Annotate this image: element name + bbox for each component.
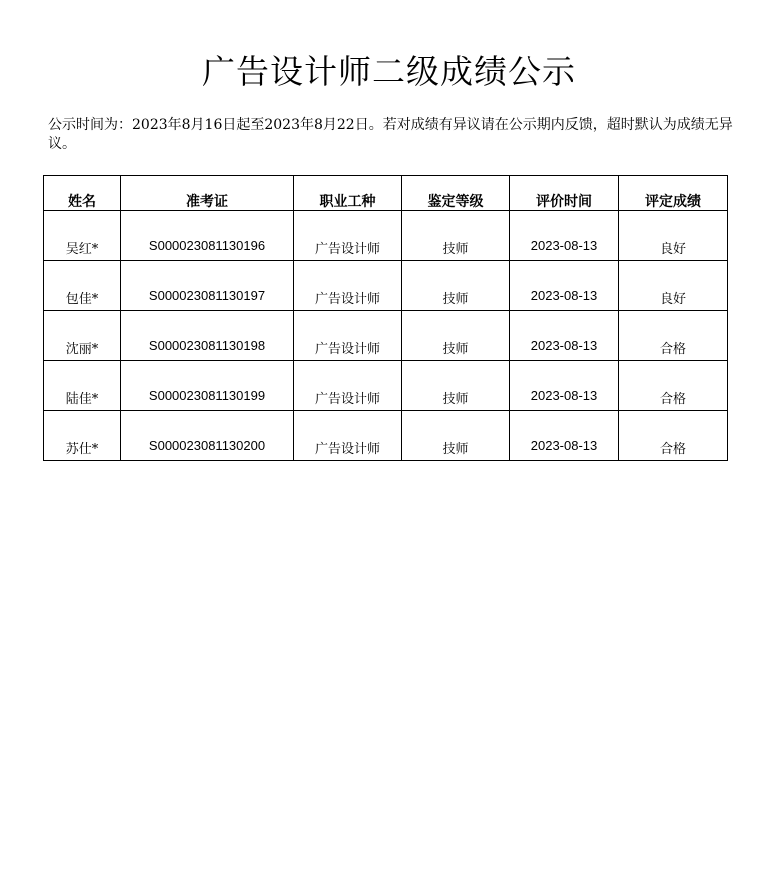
cell-name: 吴红* bbox=[44, 211, 121, 261]
cell-occupation: 广告设计师 bbox=[294, 361, 402, 411]
cell-result: 合格 bbox=[619, 411, 728, 461]
results-table bbox=[43, 175, 728, 461]
notice-text: 公示时间为：2023年8月16日起至2023年8月22日。若对成绩有异议请在公示期内反馈，超时默认为成绩无异议。 bbox=[48, 117, 733, 152]
cell-name: 包佳* bbox=[44, 261, 121, 311]
cell-occupation: 广告设计师 bbox=[294, 311, 402, 361]
table-row bbox=[44, 361, 728, 411]
table-row bbox=[44, 311, 728, 361]
cell-name: 陆佳* bbox=[44, 361, 121, 411]
cell-level: 技师 bbox=[402, 311, 510, 361]
cell-ticket: S000023081130196 bbox=[121, 211, 294, 261]
cell-ticket: S000023081130199 bbox=[121, 361, 294, 411]
cell-ticket: S000023081130200 bbox=[121, 411, 294, 461]
cell-name: 苏仕* bbox=[44, 411, 121, 461]
table-row bbox=[44, 261, 728, 311]
header-occupation: 职业工种 bbox=[294, 176, 402, 211]
table-row bbox=[44, 411, 728, 461]
cell-level: 技师 bbox=[402, 361, 510, 411]
cell-ticket: S000023081130197 bbox=[121, 261, 294, 311]
cell-date: 2023-08-13 bbox=[510, 361, 619, 411]
cell-result: 良好 bbox=[619, 211, 728, 261]
cell-name: 沈丽* bbox=[44, 311, 121, 361]
cell-result: 合格 bbox=[619, 361, 728, 411]
table-row bbox=[44, 211, 728, 261]
cell-result: 良好 bbox=[619, 261, 728, 311]
cell-date: 2023-08-13 bbox=[510, 311, 619, 361]
cell-date: 2023-08-13 bbox=[510, 261, 619, 311]
table-header-row bbox=[44, 176, 728, 211]
header-level: 鉴定等级 bbox=[402, 176, 510, 211]
page-title: 广告设计师二级成绩公示 bbox=[202, 52, 576, 91]
cell-result: 合格 bbox=[619, 311, 728, 361]
cell-ticket: S000023081130198 bbox=[121, 311, 294, 361]
cell-level: 技师 bbox=[402, 261, 510, 311]
cell-occupation: 广告设计师 bbox=[294, 411, 402, 461]
header-name: 姓名 bbox=[44, 176, 121, 211]
cell-level: 技师 bbox=[402, 211, 510, 261]
cell-occupation: 广告设计师 bbox=[294, 261, 402, 311]
cell-occupation: 广告设计师 bbox=[294, 211, 402, 261]
header-date: 评价时间 bbox=[510, 176, 619, 211]
header-result: 评定成绩 bbox=[619, 176, 728, 211]
cell-level: 技师 bbox=[402, 411, 510, 461]
cell-date: 2023-08-13 bbox=[510, 211, 619, 261]
header-ticket: 准考证 bbox=[121, 176, 294, 211]
cell-date: 2023-08-13 bbox=[510, 411, 619, 461]
